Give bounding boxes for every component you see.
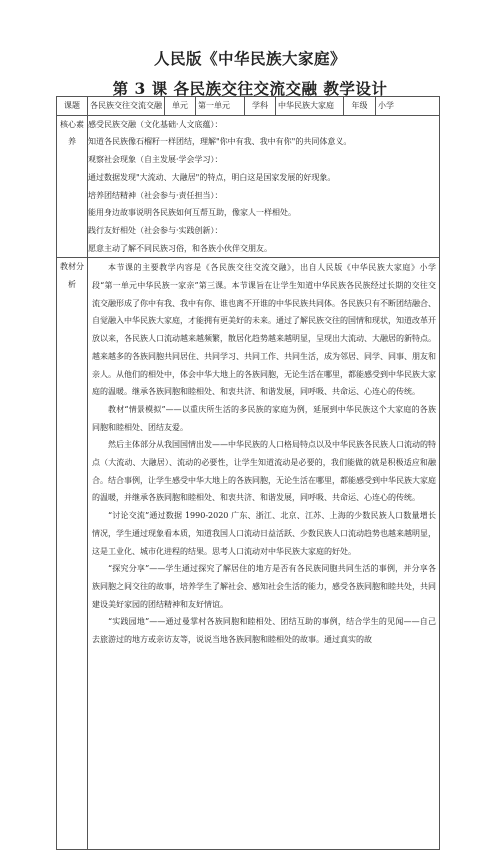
core-literacy-label-text: 核心素养 xyxy=(60,119,84,147)
header-row xyxy=(57,97,440,116)
material-analysis-label-text: 教材分析 xyxy=(60,262,84,290)
grade-value: 小学 xyxy=(376,97,440,116)
core-line: 愿意主动了解不同民族习俗，和各族小伙伴交朋友。 xyxy=(88,243,272,253)
grade-label: 年级 xyxy=(344,97,376,116)
unit-value: 第一单元 xyxy=(196,97,245,116)
subject-label: 学科 xyxy=(245,97,276,116)
material-analysis-body xyxy=(88,258,439,849)
unit-label: 单元 xyxy=(165,97,196,116)
analysis-paragraph: 本节课的主要教学内容是《各民族交往交流交融》，出自人民版《中华民族大家庭》小学段“第一单元中华民族一家亲”第三课。本节课旨在让学生知道中华民族各民族经过长期的交往交流交融形成了你中有我、我中有你、谁也离不开谁的中华民族共同体。各民族只有不断团结融合、自觉融入中华民族大家庭，才能拥有更美好的未来。通过了解民族交往的国情和现状，知道改革开放以来，各民族人口流动越来越频繁，散居化趋势越来越明显，呈现出大流动、大融居的新特点。越来越多的各族同胞共同居住、共同学习、共同工作、共同生活，成为邻居、同学、同事、朋友和亲人。从他们的相处中，体会中华大地上的各族同胞，无论生活在哪里，都能感受到中华民族大家庭的温暖。继承各族同胞和睦相处、和衷共济、和谐发展，同呼吸、共命运、心连心的传统。 xyxy=(92,263,436,397)
core-literacy-row xyxy=(57,115,440,258)
core-line: 培养团结精神（社会参与·责任担当）： xyxy=(88,190,223,200)
analysis-paragraph: “探究分享”——学生通过探究了解居住的地方是否有各民族同胞共同生活的事例，并分享各族同胞之间交往的故事，培养学生了解社会、感知社会生活的能力，感受各族同胞和睦共处，共同建设美好家园的团结精神和友好情谊。 xyxy=(92,564,436,609)
core-line: 践行友好相处（社会参与·实践创新）： xyxy=(88,225,223,235)
analysis-paragraph: “实践园地”——通过曼掌村各族同胞和睦相处、团结互助的事例，结合学生的见闻——自己去旅游过的地方或亲访友等，说说当地各族同胞和睦相处的故事。通过真实的故 xyxy=(92,617,436,645)
core-line: 能用身边故事说明各民族如何互帮互助，像家人一样相处。 xyxy=(88,208,296,218)
core-literacy-label xyxy=(57,115,88,258)
material-analysis-label xyxy=(57,258,88,850)
analysis-paragraph: 教材“情景模拟”——以重庆所生活的多民族的家庭为例，延展到中华民族这个大家庭的各族同胞和睦相处、团结友爱。 xyxy=(92,404,436,432)
analysis-paragraph: 然后主体部分从我国国情出发——中华民族的人口格局特点以及中华民族各民族人口流动的特点（大流动、大融居）、流动的必要性，让学生知道流动是必要的，我们能做的就是积极适应和融合。结合事例，让学生感受中华大地上的各族同胞，无论生活在哪里，都能感受到中华民族大家庭的温暖，并继承各族同胞和睦相处、和衷共济、和谐发展，同呼吸、共命运、心连心的传统。 xyxy=(92,440,436,503)
document-title: 人民版《中华民族大家庭》 xyxy=(153,49,346,68)
material-analysis-row xyxy=(57,258,440,850)
material-analysis-content xyxy=(88,258,440,850)
core-line: 知道各民族像石榴籽一样团结，理解"你中有我、我中有你"的共同体意义。 xyxy=(88,137,352,147)
core-literacy-content xyxy=(88,115,440,258)
lesson-title: 第 3 课 各民族交往交流交融 教学设计 xyxy=(112,79,388,98)
lesson-plan-table xyxy=(56,96,440,850)
subject-value: 中华民族大家庭 xyxy=(276,97,344,116)
analysis-paragraph: “讨论交流”通过数据 1990-2020 广东、浙江、北京、江苏、上海的少数民族人口数量增长情况，学生通过现象看本质，知道我国人口流动日益活跃、少数民族人口流动趋势也越来越明显，这是工业化、城市化进程的结果。思考人口流动对中华民族大家庭的好处。 xyxy=(92,511,436,556)
topic-value: 各民族交往交流交融 xyxy=(88,97,165,116)
core-line: 通过数据发现"大流动、大融居"的特点，明白这是国家发展的好现象。 xyxy=(88,172,336,182)
topic-label: 课题 xyxy=(57,97,88,116)
core-line: 观察社会现象（自主发展·学会学习）： xyxy=(88,155,223,165)
core-line: 感受民族交融（文化基础·人文底蕴）： xyxy=(88,119,223,129)
